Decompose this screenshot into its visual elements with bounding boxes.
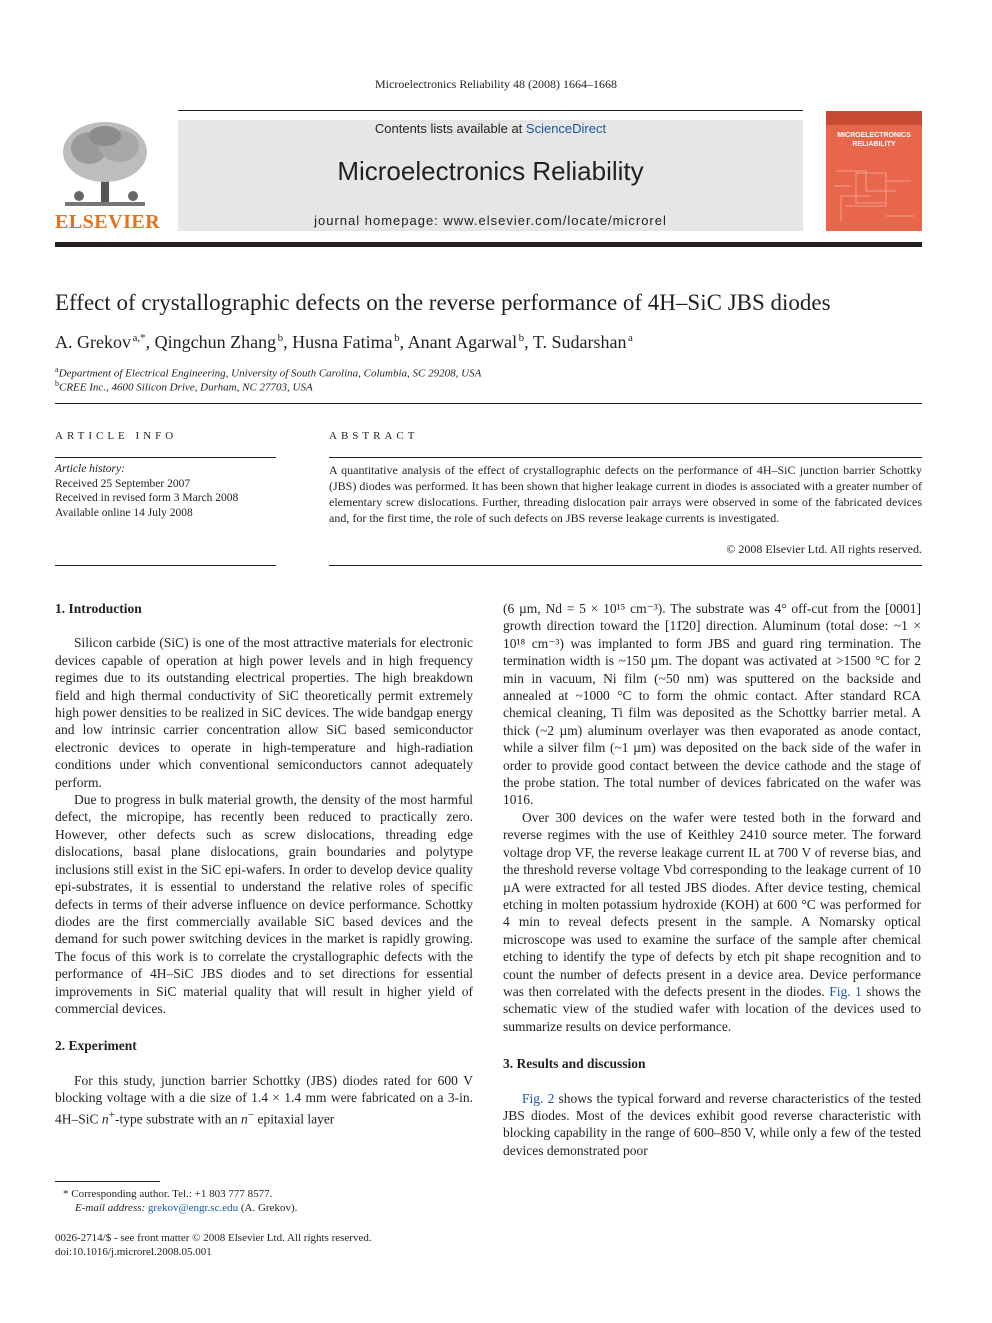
issn-line: 0026-2714/$ - see front matter © 2008 Elsevier Ltd. All rights reserved.	[55, 1232, 372, 1244]
affiliation-text: CREE Inc., 4600 Silicon Drive, Durham, NC 27703, USA	[59, 381, 313, 394]
homepage-prefix: journal homepage:	[314, 213, 444, 228]
paper-title: Effect of crystallographic defects on the reverse performance of 4H–SiC JBS diodes	[55, 290, 831, 315]
contents-prefix: Contents lists available at	[374, 121, 526, 136]
affiliation-label: a	[55, 365, 59, 374]
experiment-text-end: shows the schematic view of the studied wafer with location of the devices used to summarize results on device performance.	[503, 983, 921, 1034]
article-info-rule	[55, 457, 276, 458]
article-info-bottom-rule	[55, 565, 276, 566]
author-name[interactable]: Qingchun Zhang	[154, 332, 277, 352]
email-label: E-mail address:	[75, 1202, 146, 1214]
elsevier-wordmark: ELSEVIER	[55, 211, 161, 233]
author-affiliation-mark: b	[518, 332, 525, 344]
homepage-url[interactable]: www.elsevier.com/locate/microrel	[443, 213, 667, 228]
header-top-rule	[178, 110, 803, 111]
journal-homepage	[178, 213, 803, 228]
experiment-text: Over 300 devices on the wafer were tested both in the forward and reverse regimes with the use of Keithley 2410 source meter. The forward voltage drop VF, the reverse leakage current IL at 700 V of reverse bias, and the threshold reverse voltage Vbd corresponding to the leakage current of 10 µA were extracted for all tested JBS diodes. After device testing, chemical etching in molten potassium hydroxide (KOH) at 600 °C was performed for 4 min to reveal defects present in the sample. A Nomarsky optical microscope was used to examine the surface of the sample after chemical etching to identify the type of defects by etch pit shape recognition and to count the number of defects present in a device area. Device performance was then correlated with the defects present in the diodes.	[503, 809, 921, 999]
cover-title-line2: RELIABILITY	[852, 141, 896, 148]
experiment-paragraph-2	[503, 809, 921, 1035]
cover-circuit-icon	[826, 111, 922, 231]
author-affiliation-mark: a,*	[132, 332, 146, 344]
footnote-star: *	[63, 1188, 69, 1200]
article-info-heading: ARTICLE INFO	[55, 430, 178, 442]
corresponding-author-text: Corresponding author. Tel.: +1 803 777 8577.	[71, 1188, 273, 1200]
cover-title-line1: MICROELECTRONICS	[837, 132, 911, 139]
abstract-copyright: © 2008 Elsevier Ltd. All rights reserved.	[726, 542, 922, 556]
author-name[interactable]: Anant Agarwal	[407, 332, 518, 352]
section-1-heading: 1. Introduction	[55, 601, 142, 616]
results-paragraph-1	[503, 1090, 921, 1160]
experiment-text-b: -type substrate with an	[115, 1111, 241, 1127]
intro-paragraph-1: Silicon carbide (SiC) is one of the most attractive materials for electronic devices capable of operation at high power levels and in high frequency regimes due to its outstanding electrical properties. The high breakdown field and high thermal conductivity of SiC theoretically permit extremely high power densities to be realized in SiC devices. The wide bandgap energy and low intrinsic carrier concentration allow SiC based semiconductor electronic devices to operate in high-temperature and high-radiation conditions under which conventional semiconductors cannot adequately perform.	[55, 635, 473, 790]
contents-line	[178, 121, 803, 136]
cover-title	[826, 131, 922, 149]
history-label: Article history:	[55, 463, 125, 475]
intro-paragraph-2: Due to progress in bulk material growth, the density of the most harmful defect, the micropipe, has recently been reduced to practically zero. However, other defects such as screw dislocations, threading edge dislocations, basal plane dislocations, grain boundaries and polytype inclusions still exist in the SiC epi-wafers. In order to develop device quality epi-substrates, it is essential to understand the relative roles of specific defects in terms of their adverse influence on device performance. Schottky diodes are the first commercially available SiC based devices and the demand for such power switching devices in the market is rapidly growing. The focus of this work is to correlate the crystallographic defects with the performance of 4H–SiC JBS diodes and to set directions for essential improvements in SiC material quality that will result in higher yield of commercial devices.	[55, 792, 473, 1016]
abstract-bottom-rule	[329, 565, 922, 566]
fig-2-link[interactable]: Fig. 2	[522, 1090, 555, 1106]
history-online: Available online 14 July 2008	[55, 506, 193, 519]
affiliation-a	[55, 365, 655, 380]
fig-1-link[interactable]: Fig. 1	[829, 983, 862, 999]
running-head: Microelectronics Reliability 48 (2008) 1664–1668	[375, 77, 617, 91]
author-name[interactable]: Husna Fatima	[292, 332, 393, 352]
footnote-rule	[55, 1181, 160, 1182]
author-affiliation-mark: b	[277, 332, 284, 344]
affiliation-rule	[55, 403, 922, 404]
history-received: Received 25 September 2007	[55, 477, 191, 490]
corresponding-footnote	[55, 1187, 473, 1215]
experiment-paragraph-continued: (6 µm, Nd = 5 × 10¹⁵ cm⁻³). The substrate was 4° off-cut from the [0001] growth direction toward the [11̄20] direction. Aluminum (total dose: ~1 × 10¹⁸ cm⁻³) was implanted to form JBS and guard ring termination. The termination width is ~150 µm. The dopant was activated at >1500 °C for 2 min in vacuum, Ni film (~50 nm) was sputtered on the backside and annealed at ~1000 °C to form the ohmic contact. After standard RCA chemical cleaning, Ti film was deposited as the Schottky barrier metal. A thick (~2 µm) aluminum overlayer was then evaporated as anode contact, while a silver film (~1 µm) was deposited on the back side of the wafer in order to provide good contact between the device cathode and the stage of the probe station. The total number of devices fabricated on the wafer was 1016.	[503, 601, 921, 808]
sciencedirect-link[interactable]: ScienceDirect	[525, 121, 607, 136]
section-3-heading: 3. Results and discussion	[503, 1056, 646, 1072]
abstract-heading: ABSTRACT	[329, 430, 419, 442]
issn-block	[55, 1231, 473, 1259]
left-column	[55, 600, 473, 1127]
author-affiliation-mark: a	[628, 332, 633, 344]
affiliation-label: b	[55, 379, 59, 388]
elsevier-tree-icon	[55, 118, 155, 210]
experiment-text-c: epitaxial layer	[254, 1111, 335, 1127]
journal-cover-thumbnail[interactable]	[826, 111, 922, 231]
experiment-paragraph-1: For this study, junction barrier Schottky (JBS) diodes rated for 600 V blocking voltage with a die size of 1.4 × 1.4 mm were fabricated on a 3-in. 4H–SiC n+-type substrate with an n− epitaxial layer	[55, 1072, 473, 1127]
author-name[interactable]: T. Sudarshan	[532, 332, 627, 352]
results-text: shows the typical forward and reverse characteristics of the tested JBS diodes. Most of the devices exhibit good reverse characteristic with blocking capability in the range of 600–850 V, while only a few of the tested devices demonstrated poor	[503, 1090, 921, 1158]
history-revised: Received in revised form 3 March 2008	[55, 492, 239, 504]
author-list: A. Grekov $^{a,*}$, Qingchun Zhang $^b$, Husna Fatima $^b$, Anant Agarwal $^b$, T. Sudarshan $^a$	[55, 332, 633, 352]
doi-line[interactable]: doi:10.1016/j.microrel.2008.05.001	[55, 1246, 212, 1258]
affiliation-text: Department of Electrical Engineering, University of South Carolina, Columbia, SC 29208, USA	[58, 367, 482, 380]
experiment-text-a: For this study, junction barrier Schottky (JBS) diodes rated for 600 V blocking voltage with a die size of 1.4 × 1.4 mm were fabricated on a 3-in. 4H–SiC	[55, 1072, 473, 1127]
author-email-link[interactable]: grekov@engr.sc.edu	[147, 1202, 239, 1214]
section-2-heading: 2. Experiment	[55, 1038, 137, 1054]
email-suffix: (A. Grekov).	[238, 1202, 298, 1214]
right-column	[503, 600, 921, 1159]
header-thick-rule	[55, 242, 922, 247]
author-affiliation-mark: b	[394, 332, 400, 344]
journal-title: Microelectronics Reliability	[337, 156, 644, 186]
affiliation-b	[55, 379, 655, 394]
article-history	[55, 462, 275, 520]
author-name[interactable]: A. Grekov	[55, 332, 131, 352]
abstract-rule	[329, 457, 922, 458]
abstract-text: A quantitative analysis of the effect of crystallographic defects on the performance of 4H–SiC junction barrier Schottky (JBS) diodes was performed. It has been shown that higher leakage current in diodes is associated with a greater number of elementary screw dislocations. Further, threading dislocation pair arrays were observed in some of the fabricated devices and, for the first time, the role of such defects on JBS reverse leakage currents is investigated.	[329, 463, 922, 525]
